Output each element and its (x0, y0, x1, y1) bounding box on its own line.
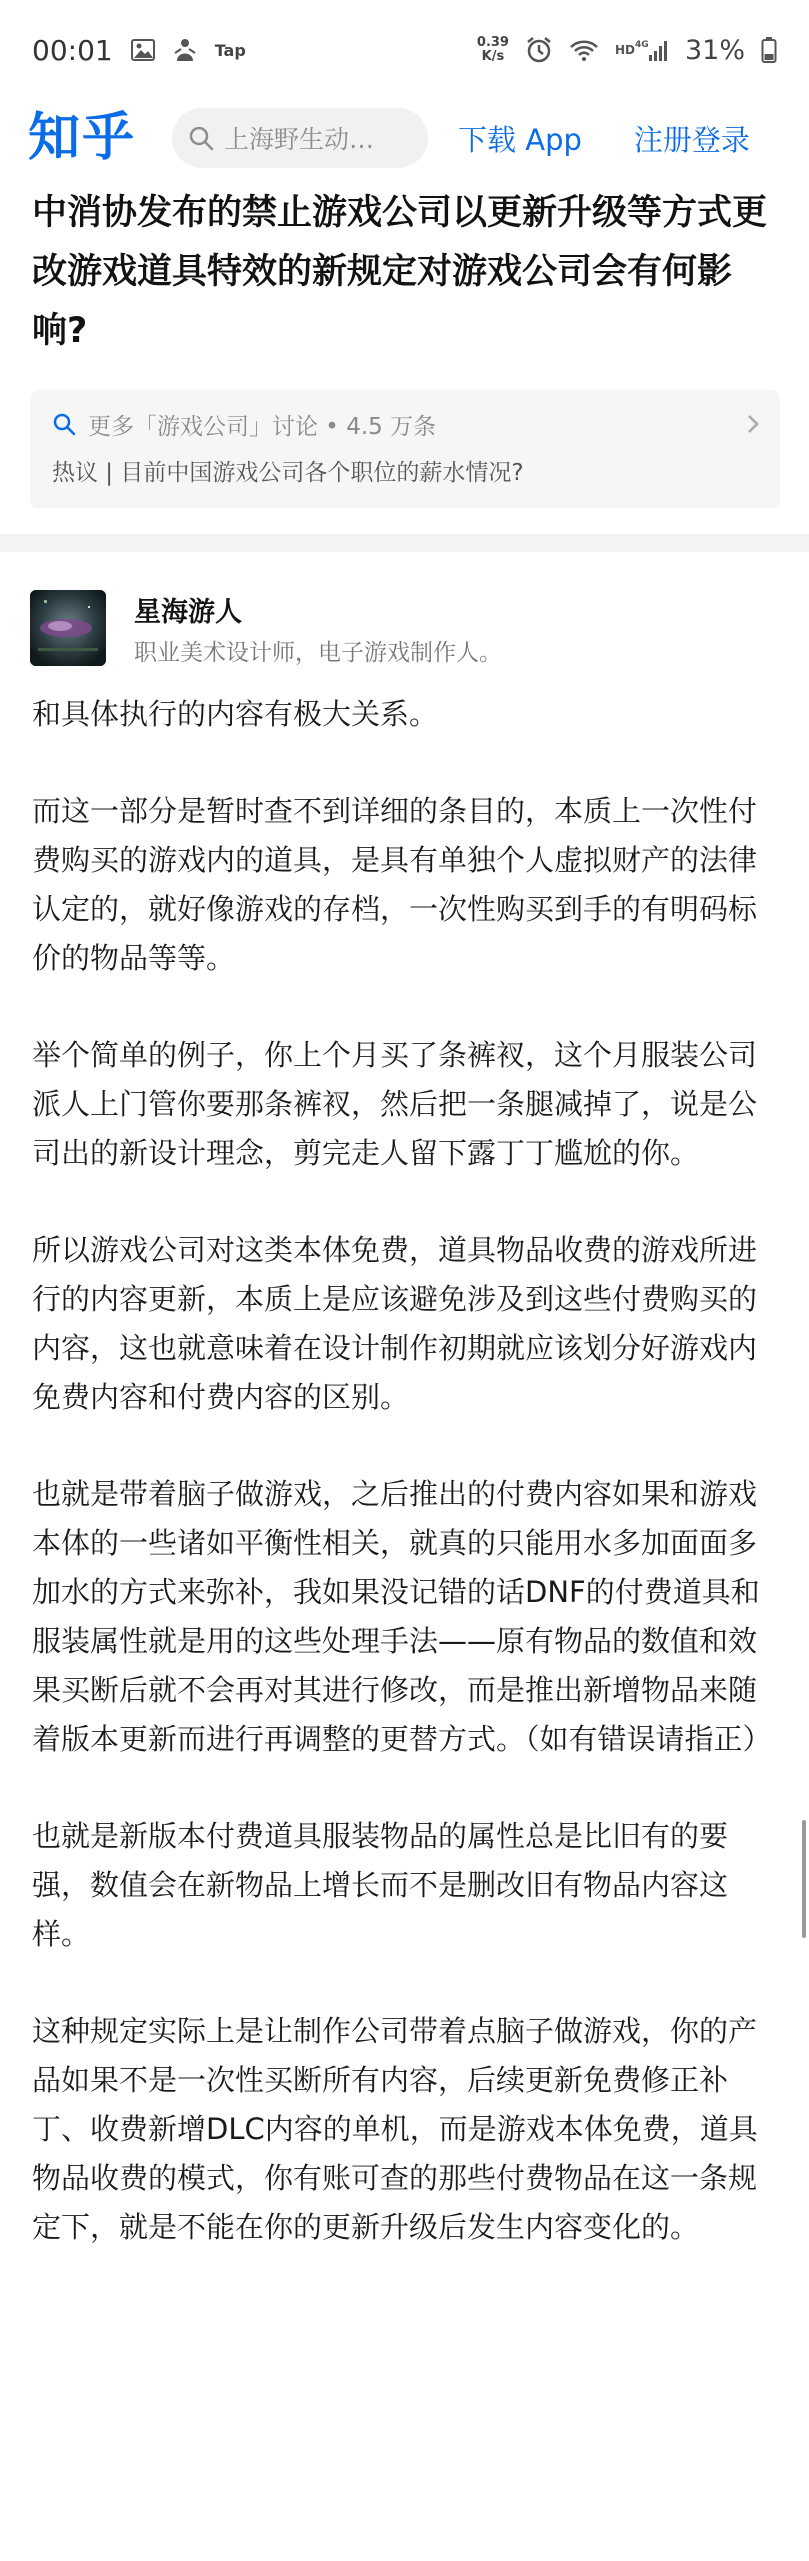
answer-paragraph: 举个简单的例子，你上个月买了条裤衩，这个月服装公司派人上门管你要那条裤衩，然后把一条腿减掉了，说是公司出的新设计理念，剪完走人留下露丁丁尴尬的你。 (32, 1038, 758, 1170)
status-bar (0, 0, 809, 100)
network-speed-unit: K/s (481, 49, 505, 64)
answer-paragraph: 也就是带着脑子做游戏，之后推出的付费内容如果和游戏本体的一些诸如平衡性相关，就真的只能用水多加面面多加水的方式来弥补，我如果没记错的话DNF的付费道具和服装属性就是用的这些处理手法——原有物品的数值和效果买断后就不会再对其进行修改，而是推出新增物品来随着版本更新而进行再调整的更替方式。（如有错误请指正） (32, 1477, 772, 1756)
question-title[interactable]: 中消协发布的禁止游戏公司以更新升级等方式更改游戏道具特效的新规定对游戏公司会有何影响? (32, 193, 768, 351)
status-right (477, 35, 777, 66)
search-box[interactable] (172, 108, 428, 168)
topic-hot-question[interactable]: 热议 | 目前中国游戏公司各个职位的薪水情况? (52, 460, 524, 486)
answer-paragraph: 也就是新版本付费道具服装物品的属性总是比旧有的要强，数值会在新物品上增长而不是删改旧有物品内容这样。 (32, 1819, 729, 1951)
author-bio: 职业美术设计师，电子游戏制作人。 (134, 640, 502, 666)
network-speed-value: 0.39 (476, 35, 509, 50)
answer-paragraph: 所以游戏公司对这类本体免费，道具物品收费的游戏所进行的内容更新，本质上是应该避免涉及到这些付费购买的内容，这也就意味着在设计制作初期就应该划分好游戏内免费内容和付费内容的区别。 (32, 1233, 758, 1414)
scrollbar-thumb[interactable] (802, 1820, 806, 1938)
tap-app-icon: Tap (214, 40, 246, 60)
status-left (32, 34, 246, 67)
status-time: 00:01 (32, 33, 113, 67)
section-divider (0, 534, 809, 552)
topic-more-row[interactable] (52, 404, 760, 444)
register-login-link[interactable]: 注册登录 (633, 122, 750, 157)
answer-paragraph: 和具体执行的内容有极大关系。 (32, 697, 439, 731)
search-icon (52, 412, 76, 436)
download-app-link[interactable]: 下载 App (458, 122, 582, 157)
site-header (0, 100, 809, 176)
answer-paragraph: 这种规定实际上是让制作公司带着点脑子做游戏，你的产品如果不是一次性买断所有内容，后续更新免费修正补丁、收费新增DLC内容的单机，而是游戏本体免费，道具物品收费的模式，你有账可查的那些付费物品在这一条规定下，就是不能在你的更新升级后发生内容变化的。 (32, 2014, 758, 2244)
battery-icon (761, 36, 777, 64)
alarm-icon (525, 36, 553, 64)
network-speed (477, 36, 509, 64)
topic-discussion-card[interactable] (30, 390, 780, 508)
network-gen: 4G (634, 40, 649, 50)
zhihu-logo[interactable]: 知乎 (28, 108, 137, 168)
wifi-icon (569, 38, 599, 62)
signal-icon (615, 37, 669, 63)
notification-app-icon (173, 37, 197, 63)
chevron-right-icon (746, 413, 760, 435)
network-label: HD (614, 43, 635, 57)
author-name[interactable]: 星海游人 (134, 597, 242, 628)
topic-more-text: 更多「游戏公司」讨论 • 4.5 万条 (88, 413, 437, 440)
gallery-icon (131, 39, 155, 61)
answer-content (32, 690, 782, 2300)
answer-paragraph: 而这一部分是暂时查不到详细的条目的，本质上一次性付费购买的游戏内的道具，是具有单独个人虚拟财产的法律认定的，就好像游戏的存档，一次性购买到手的有明码标价的物品等等。 (32, 794, 758, 975)
avatar[interactable] (30, 590, 106, 666)
search-icon (188, 125, 214, 151)
search-placeholder: 上海野生动… (224, 125, 375, 154)
avatar-image (30, 590, 106, 666)
battery-percent: 31% (684, 34, 745, 66)
